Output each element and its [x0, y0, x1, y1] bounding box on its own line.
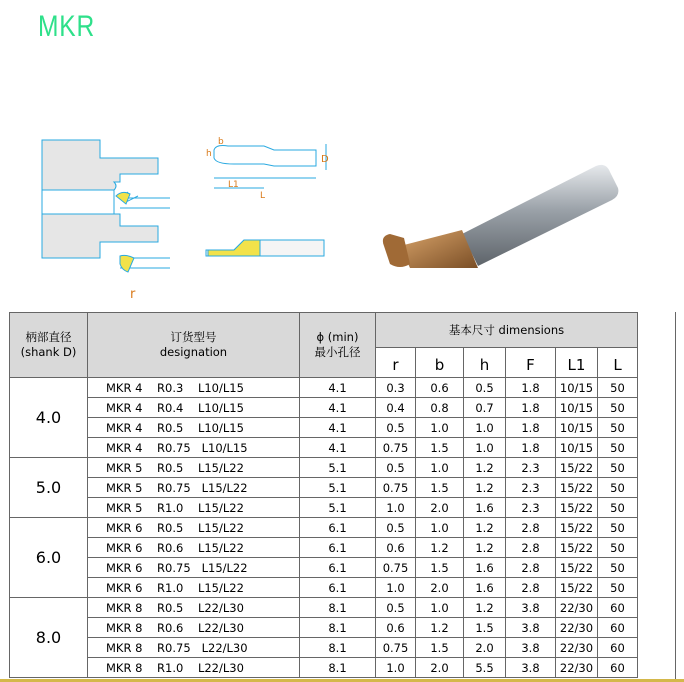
min-bore-cell: 6.1 [300, 518, 376, 538]
F-cell: 2.3 [506, 458, 556, 478]
designation-cell: MKR 4 R0.4 L10/L15 [88, 398, 300, 418]
workpiece-section [42, 140, 158, 190]
min-bore-cell: 8.1 [300, 638, 376, 658]
technical-drawings [38, 130, 338, 305]
b-cell: 0.8 [416, 398, 464, 418]
header-h: h [464, 348, 506, 378]
F-cell: 3.8 [506, 618, 556, 638]
min-bore-cell: 4.1 [300, 438, 376, 458]
r-cell: 0.5 [376, 458, 416, 478]
L-cell: 60 [598, 618, 638, 638]
table-row [10, 378, 638, 398]
label-L: L [260, 191, 266, 201]
min-bore-cell: 5.1 [300, 458, 376, 478]
b-cell: 2.0 [416, 578, 464, 598]
designation-cell: MKR 4 R0.3 L10/L15 [88, 378, 300, 398]
L-cell: 50 [598, 438, 638, 458]
designation-cell: MKR 6 R1.0 L15/L22 [88, 578, 300, 598]
r-cell: 0.4 [376, 398, 416, 418]
header-b: b [416, 348, 464, 378]
r-cell: 1.0 [376, 578, 416, 598]
L1-cell: 15/22 [556, 538, 598, 558]
min-bore-cell: 5.1 [300, 478, 376, 498]
table-row [10, 438, 638, 458]
h-cell: 1.0 [464, 438, 506, 458]
L1-cell: 15/22 [556, 498, 598, 518]
L-cell: 50 [598, 418, 638, 438]
min-bore-cell: 6.1 [300, 578, 376, 598]
header-designation: 订货型号 designation [88, 313, 300, 378]
r-cell: 1.0 [376, 658, 416, 678]
h-cell: 1.0 [464, 418, 506, 438]
shank-diameter-cell: 8.0 [10, 598, 88, 678]
table-row [10, 658, 638, 678]
label-b: b [218, 137, 224, 147]
h-cell: 0.7 [464, 398, 506, 418]
r-cell: 0.5 [376, 518, 416, 538]
designation-cell: MKR 4 R0.5 L10/L15 [88, 418, 300, 438]
radius-profile [120, 255, 170, 272]
F-cell: 1.8 [506, 398, 556, 418]
h-cell: 1.6 [464, 558, 506, 578]
label-r: r [130, 287, 136, 302]
L-cell: 50 [598, 478, 638, 498]
L1-cell: 22/30 [556, 658, 598, 678]
h-cell: 0.5 [464, 378, 506, 398]
tool-side-view [206, 240, 324, 256]
table-right-edge [675, 312, 676, 682]
table-row [10, 518, 638, 538]
b-cell: 1.0 [416, 518, 464, 538]
designation-cell: MKR 5 R0.5 L15/L22 [88, 458, 300, 478]
designation-cell: MKR 6 R0.6 L15/L22 [88, 538, 300, 558]
L1-cell: 15/22 [556, 518, 598, 538]
h-cell: 1.5 [464, 618, 506, 638]
b-cell: 1.5 [416, 558, 464, 578]
F-cell: 2.8 [506, 518, 556, 538]
header-dimensions: 基本尺寸 dimensions [376, 313, 638, 348]
L-cell: 60 [598, 638, 638, 658]
table-row [10, 498, 638, 518]
table-row [10, 418, 638, 438]
r-cell: 0.5 [376, 418, 416, 438]
table-row [10, 538, 638, 558]
b-cell: 1.0 [416, 418, 464, 438]
F-cell: 1.8 [506, 378, 556, 398]
L1-cell: 10/15 [556, 438, 598, 458]
table-row [10, 478, 638, 498]
L-cell: 50 [598, 498, 638, 518]
tool-photo [370, 126, 655, 301]
L1-cell: 22/30 [556, 618, 598, 638]
h-cell: 1.6 [464, 498, 506, 518]
h-cell: 1.2 [464, 598, 506, 618]
table-row [10, 558, 638, 578]
L-cell: 50 [598, 518, 638, 538]
L1-cell: 10/15 [556, 398, 598, 418]
tool-shaft [462, 165, 618, 266]
F-cell: 2.8 [506, 538, 556, 558]
L-cell: 50 [598, 538, 638, 558]
header-L1: L1 [556, 348, 598, 378]
L1-cell: 15/22 [556, 558, 598, 578]
L-cell: 50 [598, 578, 638, 598]
designation-cell: MKR 4 R0.75 L10/L15 [88, 438, 300, 458]
header-min-bore: ϕ (min) 最小孔径 [300, 313, 376, 378]
F-cell: 2.8 [506, 558, 556, 578]
F-cell: 1.8 [506, 438, 556, 458]
L-cell: 50 [598, 378, 638, 398]
b-cell: 2.0 [416, 498, 464, 518]
r-cell: 0.75 [376, 438, 416, 458]
L1-cell: 15/22 [556, 478, 598, 498]
F-cell: 3.8 [506, 638, 556, 658]
b-cell: 0.6 [416, 378, 464, 398]
L-cell: 50 [598, 558, 638, 578]
workpiece-bore-lower [42, 214, 158, 258]
L1-cell: 15/22 [556, 458, 598, 478]
min-bore-cell: 8.1 [300, 618, 376, 638]
b-cell: 1.0 [416, 598, 464, 618]
table-row [10, 578, 638, 598]
r-cell: 0.3 [376, 378, 416, 398]
b-cell: 1.5 [416, 478, 464, 498]
table-row [10, 458, 638, 478]
L-cell: 50 [598, 458, 638, 478]
min-bore-cell: 5.1 [300, 498, 376, 518]
label-D: D [321, 154, 329, 165]
r-cell: 1.0 [376, 498, 416, 518]
F-cell: 2.8 [506, 578, 556, 598]
F-cell: 3.8 [506, 598, 556, 618]
F-cell: 1.8 [506, 418, 556, 438]
designation-cell: MKR 5 R0.75 L15/L22 [88, 478, 300, 498]
min-bore-cell: 8.1 [300, 598, 376, 618]
designation-cell: MKR 8 R0.5 L22/L30 [88, 598, 300, 618]
r-cell: 0.6 [376, 618, 416, 638]
min-bore-cell: 4.1 [300, 378, 376, 398]
min-bore-cell: 6.1 [300, 558, 376, 578]
h-cell: 1.2 [464, 478, 506, 498]
r-cell: 0.75 [376, 558, 416, 578]
L-cell: 60 [598, 598, 638, 618]
designation-cell: MKR 6 R0.5 L15/L22 [88, 518, 300, 538]
min-bore-cell: 6.1 [300, 538, 376, 558]
h-cell: 1.6 [464, 578, 506, 598]
table-row [10, 398, 638, 418]
table-row [10, 638, 638, 658]
r-cell: 0.5 [376, 598, 416, 618]
tool-in-bore [116, 192, 170, 208]
r-cell: 0.6 [376, 538, 416, 558]
shank-diameter-cell: 4.0 [10, 378, 88, 458]
F-cell: 2.3 [506, 478, 556, 498]
page-title: MKR [38, 10, 96, 43]
F-cell: 2.3 [506, 498, 556, 518]
L-cell: 50 [598, 398, 638, 418]
designation-cell: MKR 8 R1.0 L22/L30 [88, 658, 300, 678]
shank-diameter-cell: 5.0 [10, 458, 88, 518]
shank-diameter-cell: 6.0 [10, 518, 88, 598]
b-cell: 1.2 [416, 618, 464, 638]
L1-cell: 22/30 [556, 598, 598, 618]
header-r: r [376, 348, 416, 378]
header-L: L [598, 348, 638, 378]
designation-cell: MKR 5 R1.0 L15/L22 [88, 498, 300, 518]
b-cell: 1.2 [416, 538, 464, 558]
designation-cell: MKR 8 R0.75 L22/L30 [88, 638, 300, 658]
header-F: F [506, 348, 556, 378]
h-cell: 1.2 [464, 458, 506, 478]
designation-cell: MKR 8 R0.6 L22/L30 [88, 618, 300, 638]
min-bore-cell: 4.1 [300, 418, 376, 438]
min-bore-cell: 8.1 [300, 658, 376, 678]
label-h: h [206, 149, 212, 159]
h-cell: 2.0 [464, 638, 506, 658]
L-cell: 60 [598, 658, 638, 678]
table-row [10, 618, 638, 638]
label-L1: L1 [228, 180, 239, 190]
designation-cell: MKR 6 R0.75 L15/L22 [88, 558, 300, 578]
spec-table [9, 312, 638, 678]
F-cell: 3.8 [506, 658, 556, 678]
b-cell: 2.0 [416, 658, 464, 678]
b-cell: 1.0 [416, 458, 464, 478]
h-cell: 1.2 [464, 518, 506, 538]
r-cell: 0.75 [376, 638, 416, 658]
h-cell: 1.2 [464, 538, 506, 558]
L1-cell: 15/22 [556, 578, 598, 598]
b-cell: 1.5 [416, 438, 464, 458]
L1-cell: 22/30 [556, 638, 598, 658]
b-cell: 1.5 [416, 638, 464, 658]
L1-cell: 10/15 [556, 378, 598, 398]
h-cell: 5.5 [464, 658, 506, 678]
tool-neck [383, 230, 478, 268]
min-bore-cell: 4.1 [300, 398, 376, 418]
r-cell: 0.75 [376, 478, 416, 498]
L1-cell: 10/15 [556, 418, 598, 438]
header-shank: 柄部直径 (shank D) [10, 313, 88, 378]
table-row [10, 598, 638, 618]
